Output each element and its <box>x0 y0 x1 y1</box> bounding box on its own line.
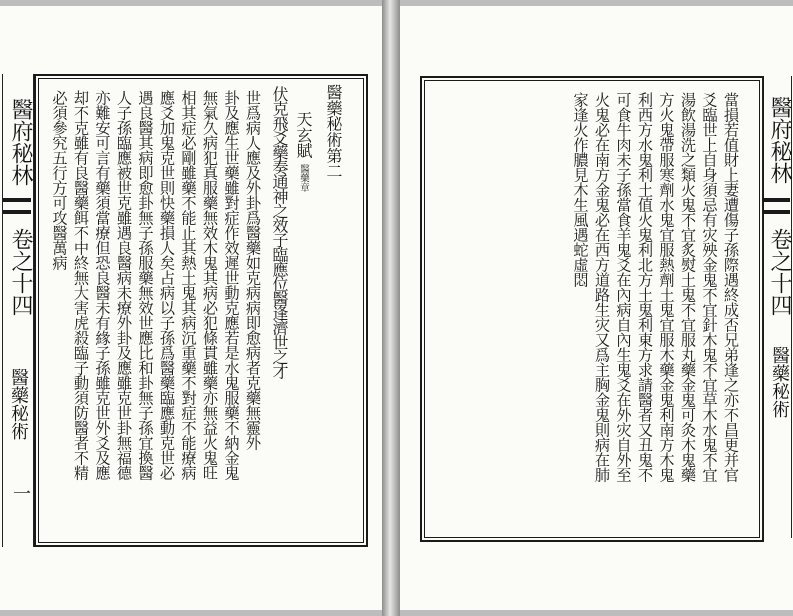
text-column: 世爲病人應及外卦爲醫藥如克病病即愈病者克藥無靈外 <box>244 90 262 450</box>
text-column: 却不克雖有良醫藥餌不中終無大害虎殺臨子動須防醫者不精 <box>72 90 90 480</box>
left-margin-volume: 卷之十四 <box>8 228 33 316</box>
left-margin-page: 一 <box>10 484 31 502</box>
text-column: 家逢火作膿見木生風遇蛇虛悶 <box>571 92 590 287</box>
text-column: 湯飲湯洗之類火鬼不宜炙熨土鬼不宜服丸藥金鬼可灸木鬼藥 <box>679 92 697 482</box>
text-column: 火鬼必在南方金鬼必在西方道路生灾又爲主胸金鬼則病在肺 <box>593 92 611 482</box>
text-column: 必須參究五行方可攻醫萬病 <box>50 90 69 270</box>
text-column: 卦及應生世藥雖對症作效遲世動克應若是水鬼服藥不納金鬼 <box>222 90 241 480</box>
right-margin-section: 醫藥秘術 <box>769 346 790 418</box>
left-page <box>0 6 382 610</box>
text-column: 遇良醫其病即愈卦無子孫服藥無效世應比和卦無子孫宜換醫 <box>136 90 155 480</box>
text-column: 可食牛肉未子孫當食羊鬼爻在內病自內生鬼爻在外灾自外至 <box>614 92 633 482</box>
right-margin-volume: 卷之十四 <box>767 228 792 316</box>
left-fishtail-top <box>3 198 31 202</box>
left-margin-title: 醫府秘林 <box>8 98 33 186</box>
right-page <box>400 6 793 610</box>
subsection-title: 天玄賦 <box>294 111 313 159</box>
chapter-title: 醫藥秘術第二 <box>324 84 343 179</box>
text-column: 爻臨世上自身須忌有灾殃金鬼不宜針木鬼不宜草木水鬼不宜 <box>700 92 719 482</box>
right-fishtail-bottom <box>762 210 790 214</box>
text-column: 相其症必剛雖藥不能止其熱土鬼其病沉重藥不對症不能療病 <box>179 90 198 480</box>
text-column: 無氣久病犯真服藥無效木鬼其病必犯條貫雖藥亦無益火鬼旺 <box>201 90 219 480</box>
text-column: 應爻加鬼克世則快藥損人矣占病以子孫爲醫藥臨應動克世必 <box>158 90 176 480</box>
verse-line: 伏克飛爻藥奏通神之效子臨應位醫逢濟世之才 <box>270 86 289 379</box>
left-fishtail-bottom <box>3 210 31 214</box>
right-fishtail-top <box>762 198 790 202</box>
right-margin-title: 醫府秘林 <box>767 96 792 184</box>
book-gutter <box>382 0 400 616</box>
text-column: 方火鬼帶服寒劑水鬼宜服熱劑土鬼宜服木藥金鬼利南方木鬼 <box>657 92 676 482</box>
subsection-note: 醫藥章 <box>298 164 309 192</box>
text-column: 當損若值財上妻遭傷子孫際遇終成否兄弟逢之亦不昌更并官 <box>722 92 740 482</box>
left-margin-section: 醫藥秘術 <box>8 368 29 440</box>
text-column: 亦難安可言有藥須當療但恐良醫未有緣子孫雖克世外爻及應 <box>93 90 112 480</box>
text-column: 人子孫臨應被世克雖遇良醫病未療外卦及應雖克世卦無福德 <box>115 90 133 480</box>
text-column: 利西方水鬼利土值火鬼利北方土鬼利東方求請醫者又丑鬼不 <box>636 92 654 482</box>
